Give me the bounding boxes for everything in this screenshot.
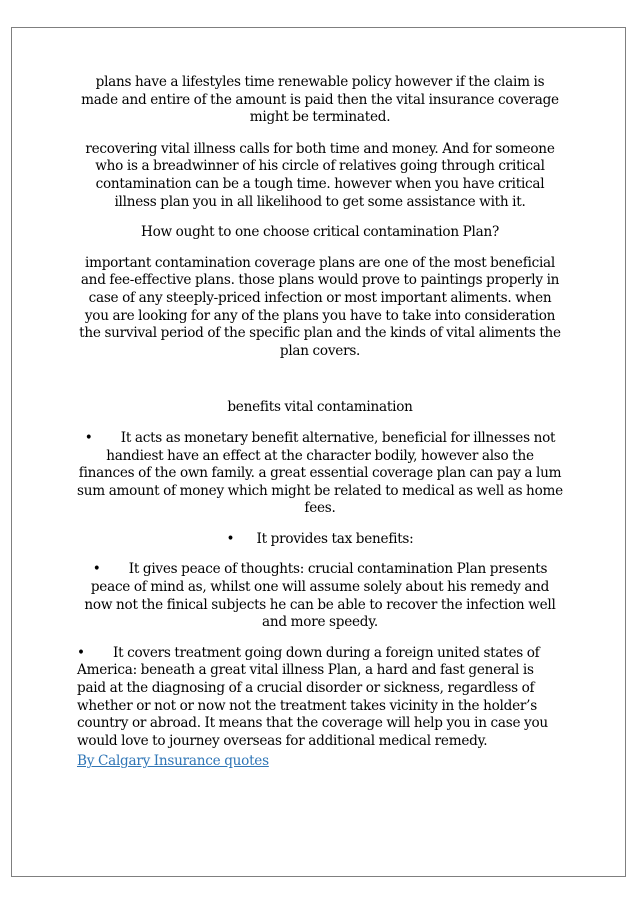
source-link-line	[77, 753, 563, 771]
paragraph-important-plans: important contamination coverage plans are one of the most beneficial and fee-effective plans. those plans would prove to paintings properly in case of any steeply-priced infection or most important aliments. when you are looking for any of the plans you have to take into consideration the survival period of the specific plan and the kinds of vital aliments the plan covers.	[79, 254, 561, 359]
bullet-marker: •	[226, 530, 235, 547]
bullet-text: It gives peace of thoughts: crucial contamination Plan presents peace of mind as, whilst one will assume solely about his remedy and now not the finical subjects he can be able to recover the infection well and more speedy.	[84, 561, 556, 631]
heading-how-to-choose: How ought to one choose critical contamination Plan?	[140, 224, 499, 241]
heading-benefits: benefits vital contamination	[227, 399, 413, 416]
calgary-insurance-link[interactable]: By Calgary Insurance quotes	[77, 753, 269, 770]
bullet-marker: •	[92, 561, 101, 578]
bullet-text: It acts as monetary benefit alternative, beneficial for illnesses not handiest have an effect at the character bodily, however also the finances of the own family. a great essential coverage plan can pay a lum sum amount of money which might be related to medical as well as home fees.	[77, 429, 563, 517]
bullet-text: It covers treatment going down during a foreign united states of America: beneath a great vital illness Plan, a hard and fast general is paid at the diagnosing of a crucial disorder or sickness, regardless of whether or not or now not the treatment takes vicinity in the holder’s country or abroad. It means that the coverage will help you in case you would love to journey overseas for additional medical remedy.	[77, 644, 548, 749]
bullet-item-monetary-benefit	[77, 430, 563, 518]
bullet-marker: •	[84, 429, 93, 446]
bullet-text: It provides tax benefits:	[256, 530, 414, 547]
bullet-item-foreign-treatment	[77, 645, 563, 751]
document-body	[77, 74, 563, 771]
bullet-item-tax-benefits	[77, 531, 563, 549]
paragraph-recovering-illness: recovering vital illness calls for both time and money. And for someone who is a breadwinner of his circle of relatives going through critical contamination can be a tough time. however when you have critical illness plan you in all likelihood to get some assistance with it.	[85, 140, 555, 210]
paragraph-policy-termination: plans have a lifestyles time renewable policy however if the claim is made and entire of the amount is paid then the vital insurance coverage might be terminated.	[81, 74, 559, 126]
bullet-item-peace-of-mind	[77, 561, 563, 631]
bullet-marker: •	[77, 644, 85, 661]
